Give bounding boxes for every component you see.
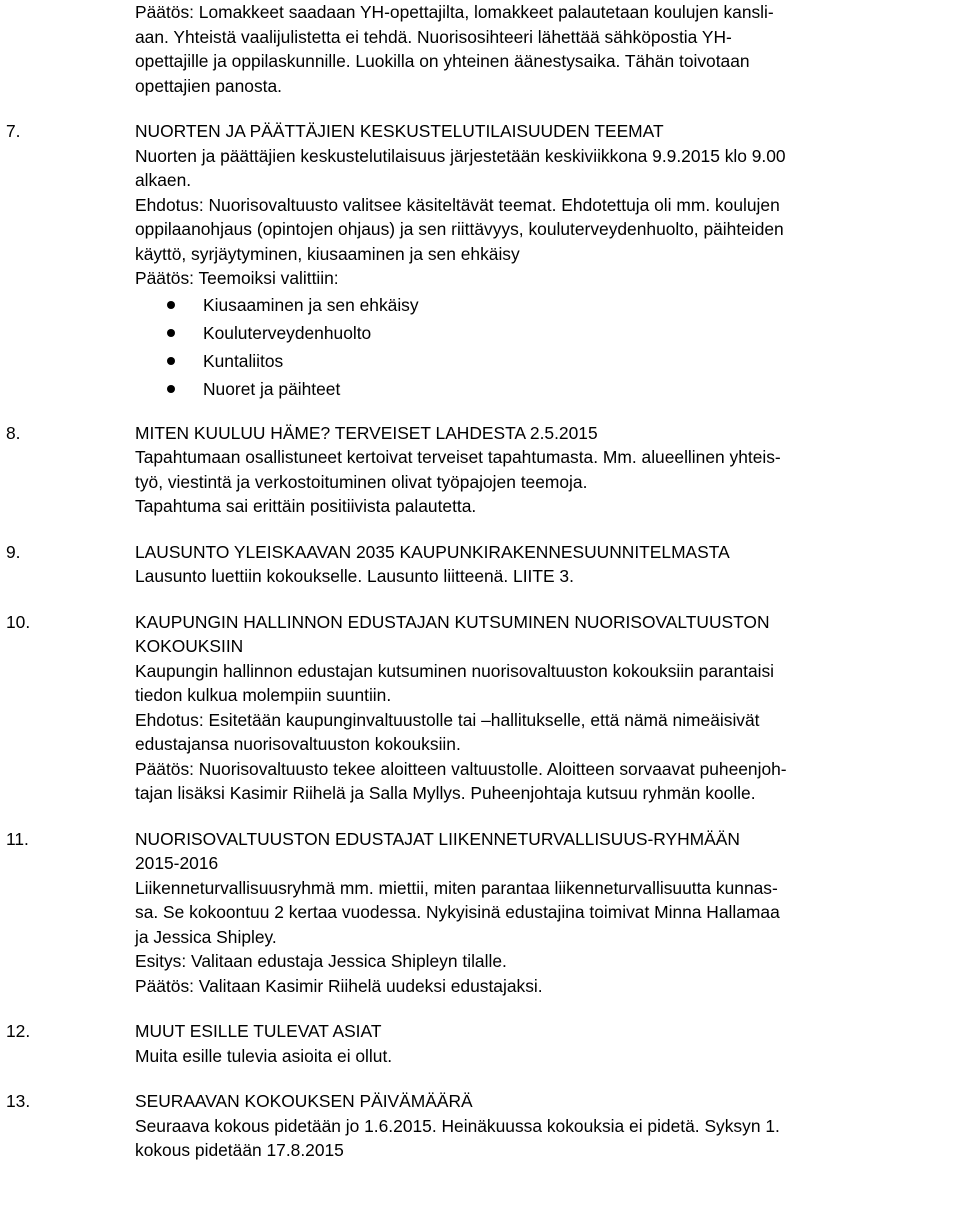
text-line: Muita esille tulevia asioita ei ollut. [135, 1045, 393, 1066]
text-line: kokous pidetään 17.8.2015 [135, 1140, 344, 1161]
text-line: aan. Yhteistä vaalijulistetta ei tehdä. Nuorisosihteeri lähettää sähköpostia YH- [135, 26, 732, 47]
text-line: alkaen. [135, 170, 192, 190]
section-title: KOKOUKSIIN [135, 636, 244, 657]
list-item-label: Nuoret ja päihteet [203, 379, 341, 400]
section-9 [0, 540, 960, 589]
section-12 [0, 1019, 960, 1068]
section-title: MITEN KUULUU HÄME? TERVEISET LAHDESTA 2.5.2015 [135, 422, 598, 443]
text-line: Liikenneturvallisuusryhmä mm. miettii, miten parantaa liikenneturvallisuutta kunnas- [135, 877, 778, 898]
section-title: NUORISOVALTUUSTON EDUSTAJAT LIIKENNETURVALLISUUS-RYHMÄÄN [135, 828, 740, 849]
bullet-list [135, 291, 960, 404]
section-number: 7. [6, 121, 21, 141]
text-line: edustajansa nuorisovaltuuston kokouksiin. [135, 734, 461, 755]
section-title: KAUPUNGIN HALLINNON EDUSTAJAN KUTSUMINEN NUORISOVALTUUSTON [135, 611, 770, 632]
section-number: 13. [6, 1091, 31, 1112]
text-line: Ehdotus: Nuorisovaltuusto valitsee käsiteltävät teemat. Ehdotettuja oli mm. koulujen [135, 194, 780, 215]
bullet-icon [167, 385, 175, 393]
list-item [135, 291, 960, 319]
bullet-icon [167, 357, 175, 365]
section-title: LAUSUNTO YLEISKAAVAN 2035 KAUPUNKIRAKENNESUUNNITELMASTA [135, 541, 730, 562]
text-line: Tapahtumaan osallistuneet kertoivat terveiset tapahtumasta. Mm. alueellinen yhteis- [135, 447, 781, 468]
text-line: Tapahtuma sai erittäin positiivista palautetta. [135, 496, 477, 517]
text-line: Päätös: Lomakkeet saadaan YH-opettajilta, lomakkeet palautetaan koulujen kansli- [135, 2, 774, 22]
section-13 [0, 1089, 960, 1163]
text-line: työ, viestintä ja verkostoituminen olivat työpajojen teemoja. [135, 471, 588, 492]
section-title: 2015-2016 [135, 853, 219, 874]
section-number: 12. [6, 1021, 31, 1042]
list-item-label: Kiusaaminen ja sen ehkäisy [203, 294, 419, 315]
bullet-icon [167, 301, 175, 309]
text-line: Nuorten ja päättäjien keskustelutilaisuus järjestetään keskiviikkona 9.9.2015 klo 9.00 [135, 145, 786, 166]
text-line: Ehdotus: Esitetään kaupunginvaltuustolle tai –hallitukselle, että nämä nimeäisivät [135, 709, 760, 730]
section-11 [0, 827, 960, 999]
text-line: ja Jessica Shipley. [135, 926, 277, 947]
text-line: opettajien panosta. [135, 75, 282, 96]
section-number: 10. [6, 611, 31, 632]
section-number: 9. [6, 541, 21, 562]
text-line: sa. Se kokoontuu 2 kertaa vuodessa. Nykyisinä edustajina toimivat Minna Hallamaa [135, 902, 780, 923]
list-item-label: Kouluterveydenhuolto [203, 322, 372, 343]
list-item-label: Kuntaliitos [203, 351, 284, 372]
section-10 [0, 610, 960, 806]
text-line: Päätös: Valitaan Kasimir Riihelä uudeksi edustajaksi. [135, 975, 543, 996]
intro-paragraph [0, 0, 960, 98]
list-item [135, 375, 960, 403]
text-line: Päätös: Nuorisovaltuusto tekee aloitteen valtuustolle. Aloitteen sorvaavat puheenjoh- [135, 758, 787, 779]
section-title: MUUT ESILLE TULEVAT ASIAT [135, 1021, 382, 1042]
text-line: oppilaanohjaus (opintojen ohjaus) ja sen riittävyys, kouluterveydenhuolto, päihteiden [135, 219, 784, 239]
text-line: Seuraava kokous pidetään jo 1.6.2015. Heinäkuussa kokouksia ei pidetä. Syksyn 1. [135, 1115, 780, 1136]
text-line: Lausunto luettiin kokoukselle. Lausunto liitteenä. LIITE 3. [135, 566, 574, 587]
text-line: käyttö, syrjäytyminen, kiusaaminen ja sen ehkäisy [135, 243, 520, 264]
section-title: NUORTEN JA PÄÄTTÄJIEN KESKUSTELUTILAISUUDEN TEEMAT [135, 121, 664, 141]
text-line: Päätös: Teemoiksi valittiin: [135, 268, 339, 288]
bullet-icon [167, 329, 175, 337]
section-number: 11. [6, 828, 29, 849]
text-line: opettajille ja oppilaskunnille. Luokilla on yhteinen äänestysaika. Tähän toivotaan [135, 51, 750, 71]
list-item [135, 347, 960, 375]
section-7 [0, 119, 960, 404]
section-number: 8. [6, 422, 21, 443]
list-item [135, 319, 960, 347]
text-line: tajan lisäksi Kasimir Riihelä ja Salla Myllys. Puheenjohtaja kutsuu ryhmän koolle. [135, 783, 756, 804]
text-line: tiedon kulkua molempiin suuntiin. [135, 685, 392, 706]
text-line: Kaupungin hallinnon edustajan kutsuminen nuorisovaltuuston kokouksiin parantaisi [135, 660, 775, 681]
text-line: Esitys: Valitaan edustaja Jessica Shipleyn tilalle. [135, 951, 507, 972]
section-8 [0, 421, 960, 519]
section-title: SEURAAVAN KOKOUKSEN PÄIVÄMÄÄRÄ [135, 1091, 473, 1112]
